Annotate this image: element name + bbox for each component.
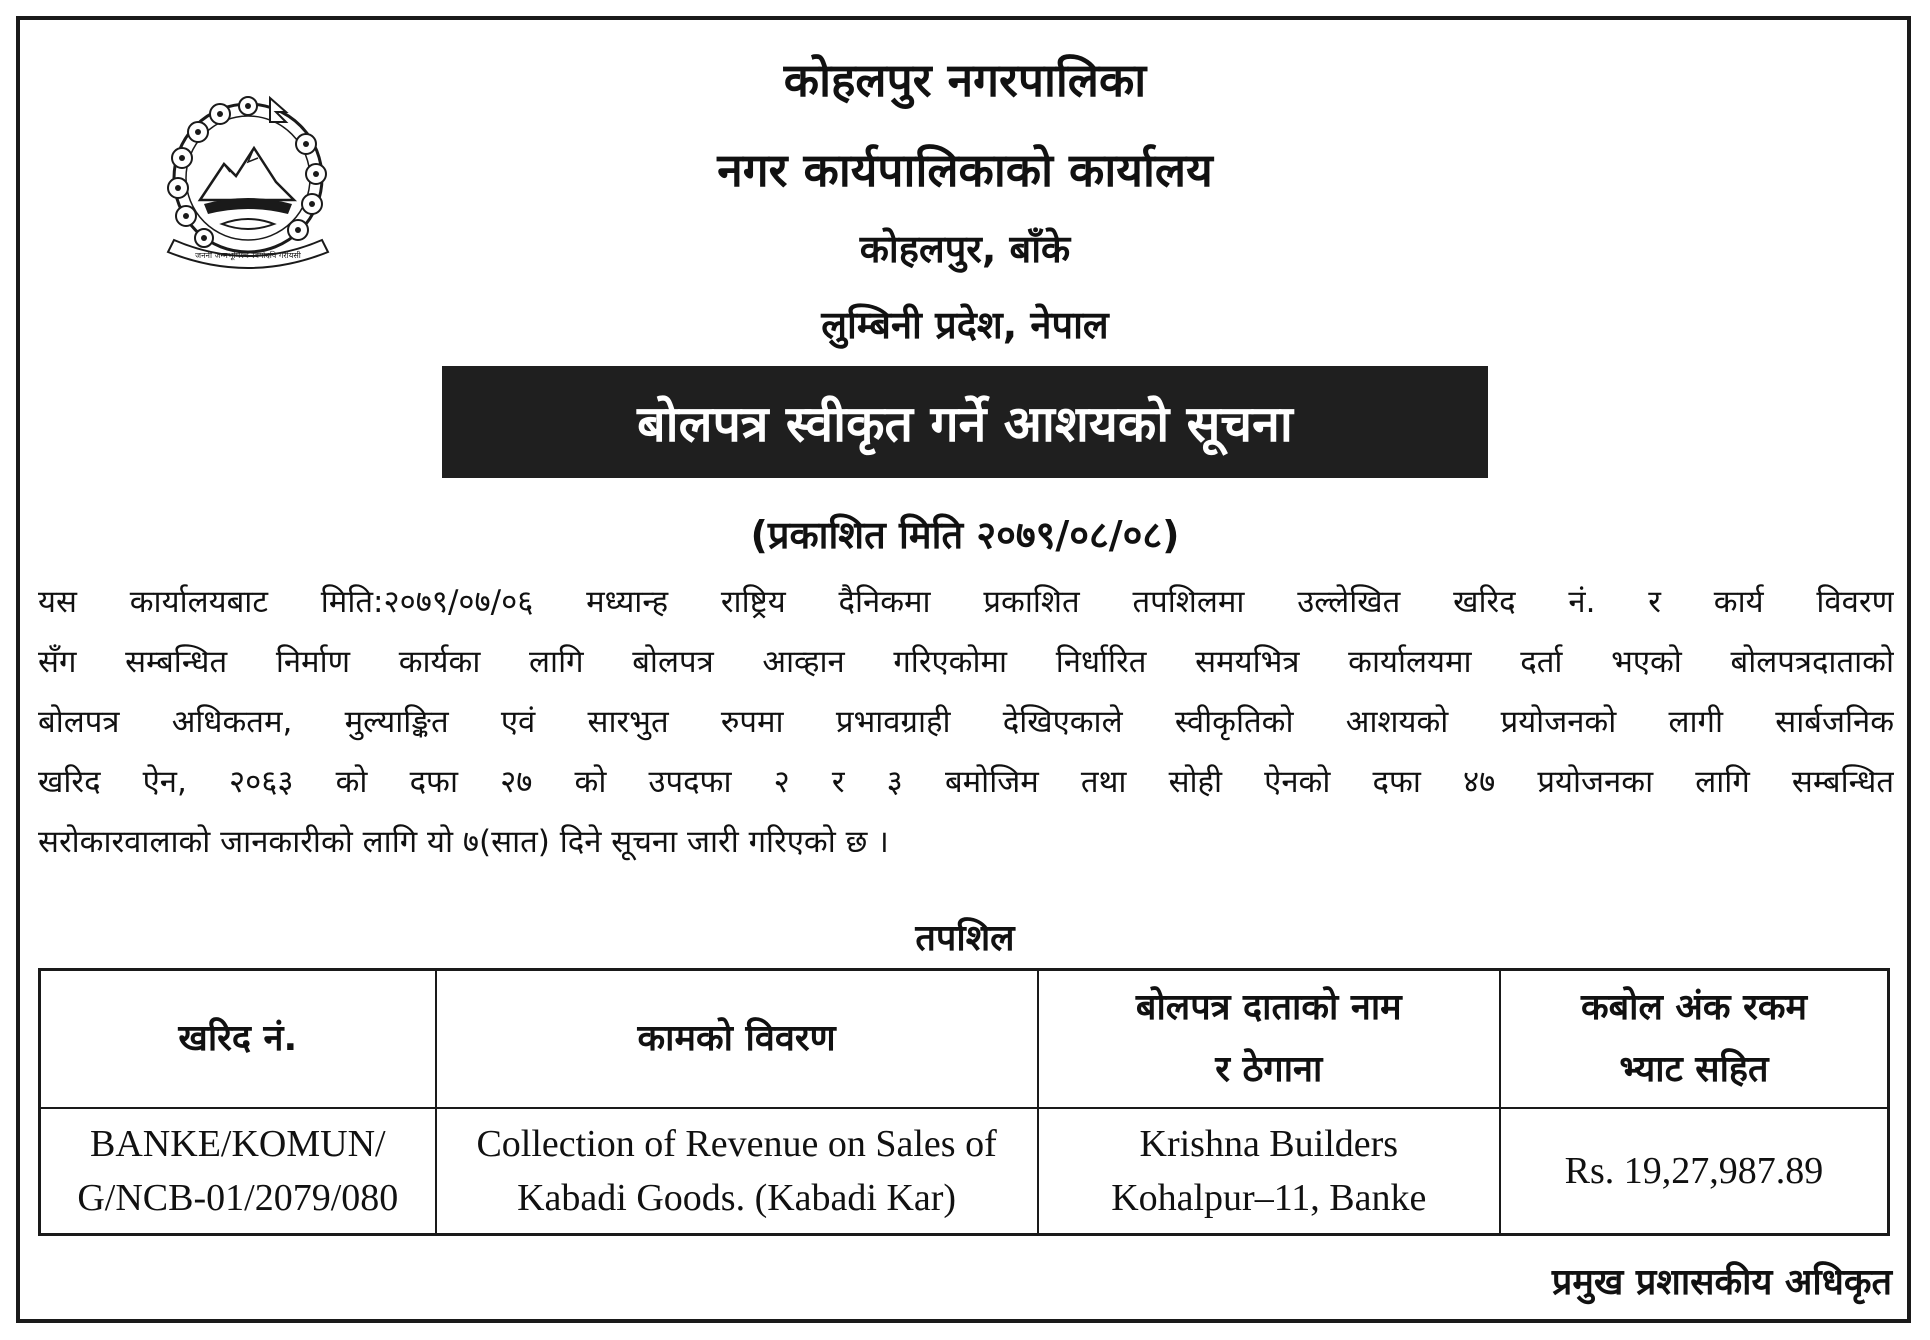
office-location: कोहलपुर, बाँके: [859, 227, 1071, 271]
header-procurement-no: खरिद नं.: [40, 970, 436, 1109]
details-heading: तपशिल: [915, 918, 1015, 959]
cell-bidder: Krishna Builders Kohalpur–11, Banke: [1038, 1108, 1500, 1235]
cell-procurement-no: BANKE/KOMUN/ G/NCB-01/2079/080: [40, 1108, 436, 1235]
header-bidder-name-address: बोलपत्र दाताको नाम र ठेगाना: [1038, 970, 1500, 1109]
header-work-description: कामको विवरण: [436, 970, 1038, 1109]
signatory-title: प्रमुख प्रशासकीय अधिकृत: [1551, 1262, 1892, 1303]
svg-text:जननी जन्मभूमिश्च स्वर्गादपि गर: जननी जन्मभूमिश्च स्वर्गादपि गरीयसी: [195, 251, 301, 260]
header-bid-amount: कबोल अंक रकम भ्याट सहित: [1500, 970, 1889, 1109]
table-header-row: [40, 970, 1889, 1109]
details-table: [38, 968, 1890, 1236]
notice-title: बोलपत्र स्वीकृत गर्ने आशयको सूचना: [442, 366, 1488, 478]
notice-body: [38, 572, 1894, 872]
body-line: सरोकारवालाको जानकारीको लागि यो ७(सात) दिने सूचना जारी गरिएको छ ।: [38, 824, 889, 860]
body-line: खरिद ऐन, २०६३ को दफा २७ को उपदफा २ र ३ बमोजिम तथा सोही ऐनको दफा ४७ प्रयोजनका लागि सम्बन्धित: [38, 764, 1894, 800]
municipality-name: कोहलपुर नगरपालिका: [783, 53, 1147, 107]
table-row: [40, 1108, 1889, 1235]
body-line: बोलपत्र अधिकतम, मुल्याङ्कित एवं सारभुत रुपमा प्रभावग्राही देखिएकाले स्वीकृतिको आशयको प्रयोजनको लागी सार्बजनिक: [38, 704, 1894, 740]
body-line: सँग सम्बन्धित निर्माण कार्यका लागि बोलपत्र आव्हान गरिएकोमा निर्धारित समयभित्र कार्यालयमा दर्ता भएको बोलपत्रदाताको: [38, 644, 1894, 680]
published-date: (प्रकाशित मिति २०७९/०८/०८): [750, 513, 1180, 557]
office-unit: नगर कार्यपालिकाको कार्यालय: [717, 143, 1213, 197]
cell-bid-amount: Rs. 19,27,987.89: [1500, 1108, 1889, 1235]
office-province: लुम्बिनी प्रदेश, नेपाल: [821, 303, 1109, 347]
body-line: यस कार्यालयबाट मिति:२०७९/०७/०६ मध्यान्ह राष्ट्रिय दैनिकमा प्रकाशित तपशिलमा उल्लेखित खरिद नं. र कार्य विवरण: [38, 584, 1894, 620]
cell-work-description: Collection of Revenue on Sales of Kabadi Goods. (Kabadi Kar): [436, 1108, 1038, 1235]
